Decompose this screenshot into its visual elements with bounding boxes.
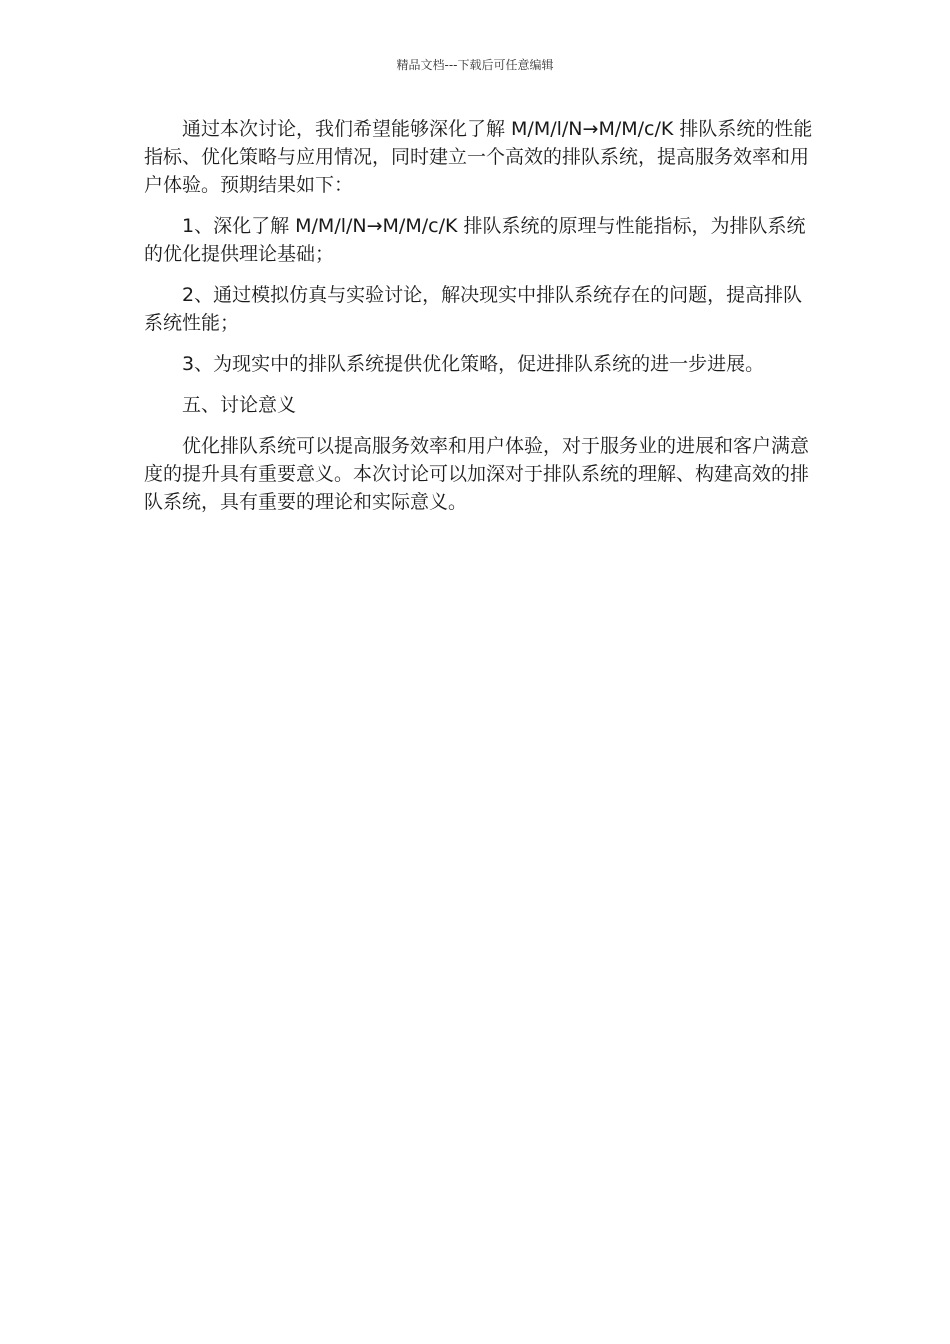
document-body	[144, 115, 820, 529]
paragraph-expected-results-intro: 通过本次讨论，我们希望能够深化了解 M/M/l/N→M/M/c/K 排队系统的性能指标、优化策略与应用情况，同时建立一个高效的排队系统，提高服务效率和用户体验。预期结果如下：	[144, 118, 813, 196]
page-header: 精品文档---下载后可任意编辑	[396, 58, 554, 72]
section-heading-significance: 五、讨论意义	[182, 394, 297, 416]
paragraph-result-3: 3、为现实中的排队系统提供优化策略，促进排队系统的进一步进展。	[182, 353, 765, 375]
paragraph-result-1: 1、深化了解 M/M/l/N→M/M/c/K 排队系统的原理与性能指标，为排队系统的优化提供理论基础；	[144, 215, 806, 265]
paragraph-significance: 优化排队系统可以提高服务效率和用户体验，对于服务业的进展和客户满意度的提升具有重要意义。本次讨论可以加深对于排队系统的理解、构建高效的排队系统，具有重要的理论和实际意义。	[144, 435, 810, 513]
paragraph-result-2: 2、通过模拟仿真与实验讨论，解决现实中排队系统存在的问题，提高排队系统性能；	[144, 284, 803, 334]
